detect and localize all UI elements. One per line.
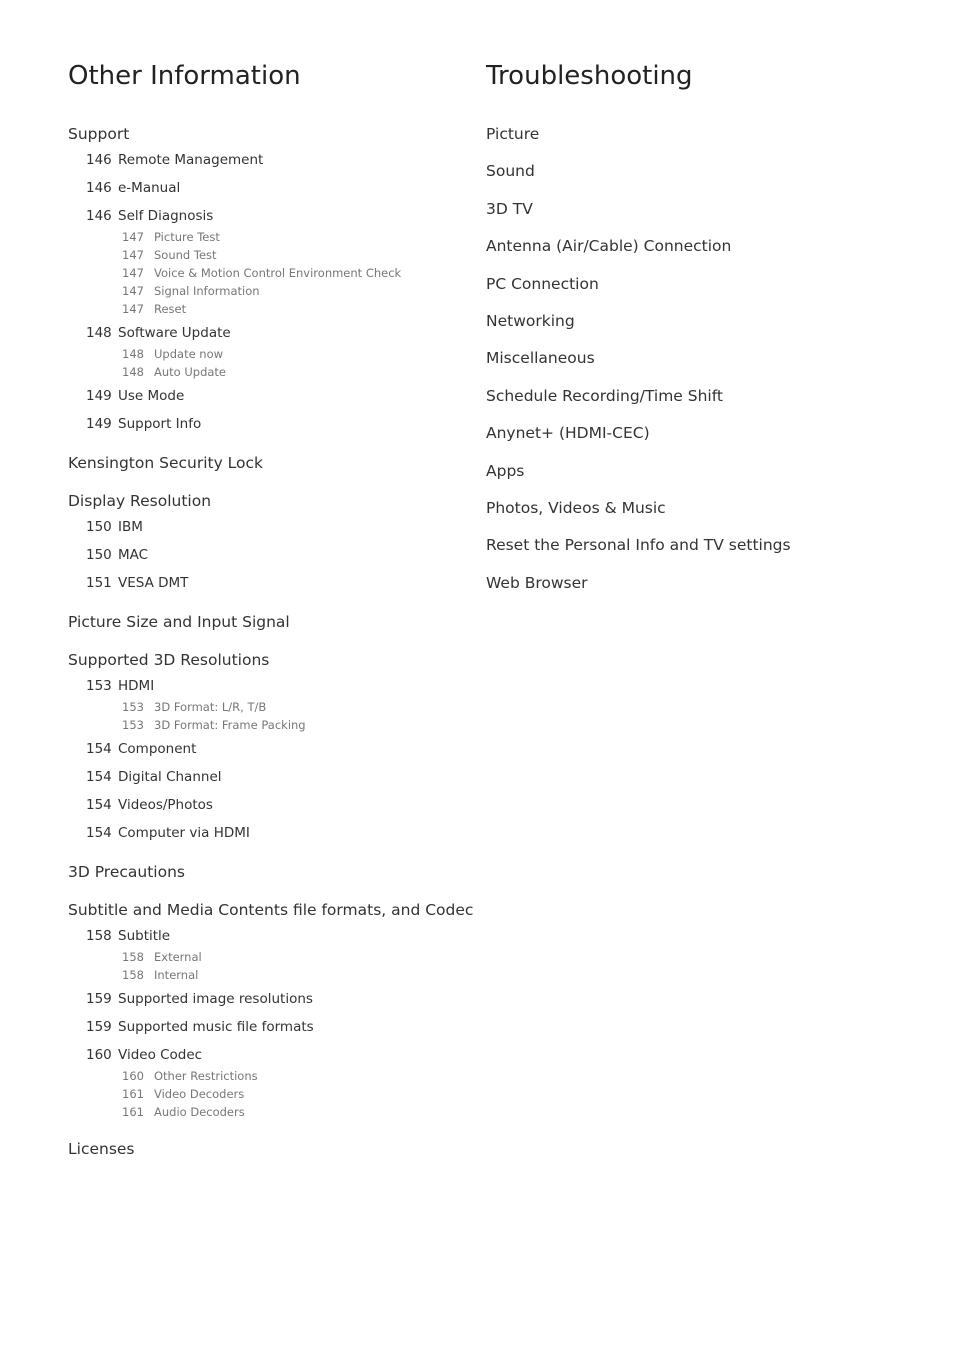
toc-subentry[interactable] (122, 967, 198, 983)
toc-heading[interactable] (486, 124, 539, 144)
entry-label: Antenna (Air/Cable) Connection (486, 237, 732, 256)
toc-subentry[interactable] (122, 1068, 258, 1084)
toc-subentry[interactable] (122, 1086, 244, 1102)
section-title-other-information: Other Information (68, 61, 301, 91)
page-number: 158 (86, 928, 112, 944)
entry-label: 3D TV (486, 199, 533, 218)
page-number: 153 (122, 700, 144, 714)
toc-entry[interactable] (86, 179, 180, 197)
toc-subentry[interactable] (122, 301, 186, 317)
page-number: 159 (86, 1019, 112, 1035)
entry-label: e-Manual (118, 180, 181, 196)
toc-entry[interactable] (86, 990, 313, 1008)
entry-label: Voice & Motion Control Environment Check (154, 266, 402, 280)
toc-subentry[interactable] (122, 229, 220, 245)
toc-heading[interactable] (486, 573, 588, 593)
entry-label: Miscellaneous (486, 349, 595, 368)
toc-entry[interactable] (86, 1046, 202, 1064)
entry-label: Kensington Security Lock (68, 454, 264, 472)
toc-entry[interactable] (86, 927, 170, 945)
toc-entry[interactable] (86, 768, 222, 786)
page-number: 148 (122, 347, 144, 361)
toc-heading[interactable] (68, 491, 211, 511)
toc-heading[interactable] (68, 1139, 135, 1159)
toc-heading[interactable] (68, 650, 269, 670)
page-number: 147 (122, 248, 144, 262)
toc-entry[interactable] (86, 574, 188, 592)
entry-label: 3D Precautions (68, 863, 185, 881)
page-number: 161 (122, 1105, 144, 1119)
entry-label: Sound (486, 162, 535, 181)
toc-heading[interactable] (486, 461, 524, 481)
entry-label: Supported 3D Resolutions (68, 651, 270, 669)
page-number: 147 (122, 230, 144, 244)
toc-heading[interactable] (486, 274, 599, 294)
toc-heading[interactable] (68, 612, 290, 632)
entry-label: Reset (154, 302, 187, 316)
entry-label: PC Connection (486, 274, 599, 293)
toc-heading[interactable] (486, 498, 666, 518)
toc-entry[interactable] (86, 677, 154, 695)
page-number: 150 (86, 519, 112, 535)
toc-subentry[interactable] (122, 1104, 245, 1120)
toc-heading[interactable] (486, 311, 575, 331)
toc-entry[interactable] (86, 151, 263, 169)
toc-entry[interactable] (86, 387, 184, 405)
entry-label: 3D Format: L/R, T/B (154, 700, 267, 714)
toc-subentry[interactable] (122, 717, 306, 733)
toc-heading[interactable] (486, 386, 723, 406)
entry-label: Photos, Videos & Music (486, 499, 666, 517)
page-number: 153 (86, 678, 112, 694)
page-number: 154 (86, 769, 112, 785)
entry-label: Sound Test (154, 248, 217, 262)
entry-label: Self Diagnosis (118, 208, 214, 224)
entry-label: Other Restrictions (154, 1069, 258, 1083)
toc-subentry[interactable] (122, 699, 266, 715)
page-number: 154 (86, 825, 112, 841)
entry-label: Supported music file formats (118, 1019, 314, 1035)
page-number: 146 (86, 180, 112, 196)
page-number: 147 (122, 302, 144, 316)
toc-entry[interactable] (86, 796, 213, 814)
entry-label: Apps (486, 461, 525, 480)
entry-label: External (154, 950, 202, 964)
toc-entry[interactable] (86, 518, 143, 536)
entry-label: Schedule Recording/Time Shift (486, 386, 723, 405)
entry-label: Support Info (118, 416, 202, 432)
page-number: 159 (86, 991, 112, 1007)
page-number: 154 (86, 741, 112, 757)
entry-label: Picture Size and Input Signal (68, 613, 290, 631)
section-title-troubleshooting: Troubleshooting (486, 61, 693, 91)
toc-subentry[interactable] (122, 949, 202, 965)
toc-heading[interactable] (68, 453, 263, 473)
toc-entry[interactable] (86, 546, 148, 564)
entry-label: Video Decoders (154, 1087, 245, 1101)
entry-label: Reset the Personal Info and TV settings (486, 536, 791, 555)
toc-heading[interactable] (486, 535, 791, 555)
toc-heading[interactable] (68, 900, 473, 920)
toc-entry[interactable] (86, 415, 201, 433)
toc-heading[interactable] (486, 161, 535, 181)
entry-label: Software Update (118, 325, 231, 341)
toc-subentry[interactable] (122, 247, 217, 263)
page-number: 160 (86, 1047, 112, 1063)
entry-label: Video Codec (118, 1047, 203, 1063)
entry-label: HDMI (118, 678, 155, 694)
page-number: 146 (86, 152, 112, 168)
toc-heading[interactable] (486, 348, 595, 368)
toc-heading[interactable] (486, 236, 731, 256)
entry-label: Remote Management (118, 152, 264, 168)
toc-entry[interactable] (86, 324, 231, 342)
entry-label: Videos/Photos (118, 797, 213, 813)
entry-label: Display Resolution (68, 492, 212, 510)
entry-label: 3D Format: Frame Packing (154, 718, 306, 732)
entry-label: Support (68, 125, 130, 143)
entry-label: Subtitle and Media Contents file formats, and Codec (68, 901, 474, 919)
page-number: 150 (86, 547, 112, 563)
entry-label: Networking (486, 312, 575, 330)
entry-label: Computer via HDMI (118, 825, 250, 841)
entry-label: Licenses (68, 1140, 135, 1158)
toc-subentry[interactable] (122, 265, 401, 281)
toc-entry[interactable] (86, 740, 196, 758)
page-number: 148 (122, 365, 144, 379)
entry-label: Audio Decoders (154, 1105, 245, 1119)
toc-heading[interactable] (68, 124, 129, 144)
entry-label: Update now (154, 347, 224, 361)
page-number: 148 (86, 325, 112, 341)
toc-entry[interactable] (86, 1018, 314, 1036)
page-number: 149 (86, 416, 112, 432)
entry-label: Component (118, 741, 197, 757)
toc-subentry[interactable] (122, 346, 223, 362)
page-number: 161 (122, 1087, 144, 1101)
entry-label: Picture (486, 125, 540, 143)
page-number: 149 (86, 388, 112, 404)
page-number: 147 (122, 266, 144, 280)
page-number: 153 (122, 718, 144, 732)
entry-label: MAC (118, 547, 149, 563)
toc-entry[interactable] (86, 824, 250, 842)
entry-label: Anynet+ (HDMI-CEC) (486, 424, 650, 443)
entry-label: VESA DMT (118, 575, 189, 591)
page-number: 158 (122, 950, 144, 964)
toc-subentry[interactable] (122, 283, 260, 299)
page-number: 147 (122, 284, 144, 298)
entry-label: Use Mode (118, 388, 185, 404)
page-number: 151 (86, 575, 112, 591)
entry-label: Digital Channel (118, 769, 222, 785)
entry-label: Auto Update (154, 365, 227, 379)
toc-heading[interactable] (486, 423, 650, 443)
page-number: 154 (86, 797, 112, 813)
entry-label: Supported image resolutions (118, 991, 313, 1007)
toc-heading[interactable] (486, 199, 533, 219)
toc-entry[interactable] (86, 207, 213, 225)
page-number: 160 (122, 1069, 144, 1083)
entry-label: Picture Test (154, 230, 220, 244)
entry-label: Subtitle (118, 928, 171, 944)
page-number: 146 (86, 208, 112, 224)
entry-label: IBM (118, 519, 143, 535)
entry-label: Signal Information (154, 284, 260, 298)
toc-heading[interactable] (68, 862, 185, 882)
entry-label: Web Browser (486, 573, 588, 592)
toc-subentry[interactable] (122, 364, 226, 380)
page-number: 158 (122, 968, 144, 982)
entry-label: Internal (154, 968, 199, 982)
